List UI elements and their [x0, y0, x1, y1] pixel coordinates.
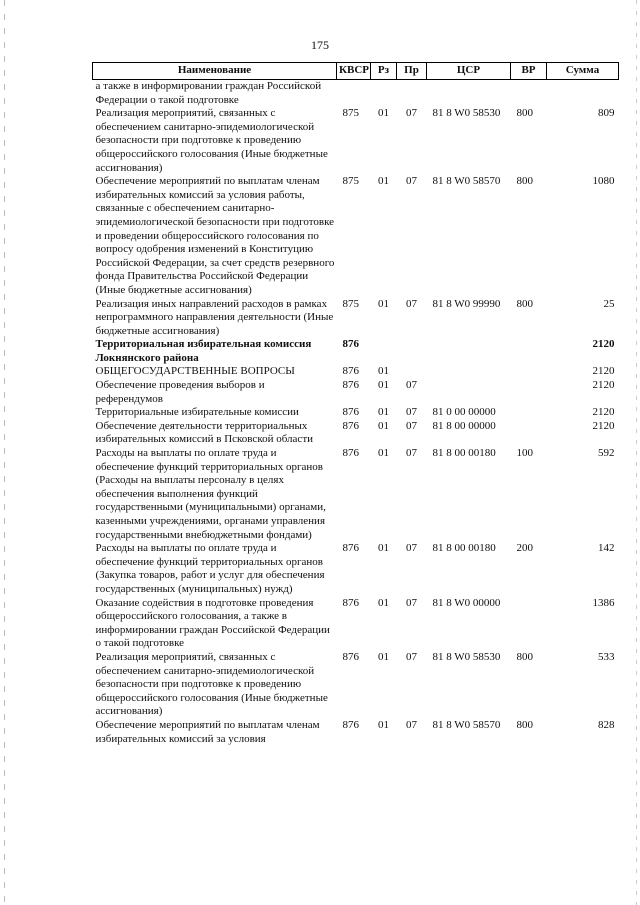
cell-vr: 800 — [516, 718, 533, 731]
cell-kvsr: 875 — [342, 297, 359, 310]
cell-pr: 07 — [406, 406, 417, 419]
cell-sum: 1080 — [592, 175, 615, 188]
budget-table — [92, 62, 619, 746]
column-header-vr: ВР — [511, 63, 547, 80]
table-row — [93, 175, 619, 297]
cell-name: Реализация мероприятий, связанных с обеспечением санитарно-эпидемиологической безопасности при подготовке к проведению общероссийского голосования (Иные бюджетные ассигнования) — [95, 107, 328, 174]
cell-rz: 01 — [378, 406, 389, 419]
cell-rz: 01 — [378, 447, 389, 460]
cell-name: Реализация иных направлений расходов в рамках непрограммного направления деятельности (Иные бюджетные ассигнования) — [95, 297, 334, 337]
cell-name: а также в информировании граждан Российской Федерации о такой подготовке — [95, 80, 322, 106]
cell-rz: 01 — [378, 107, 389, 120]
cell-pr — [397, 365, 427, 379]
cell-csr: 81 8 00 00180 — [432, 447, 496, 460]
table-row — [93, 447, 619, 542]
cell-kvsr: 876 — [342, 379, 359, 392]
column-header-rz: Рз — [371, 63, 397, 80]
cell-csr: 81 8 00 00180 — [432, 542, 496, 555]
page-number: 175 — [311, 38, 329, 52]
table-row — [93, 542, 619, 596]
cell-sum: 2120 — [592, 419, 615, 432]
cell-kvsr: 875 — [342, 107, 359, 120]
table-row — [93, 420, 619, 447]
cell-vr: 800 — [516, 107, 533, 120]
cell-csr: 81 8 W0 58530 — [432, 650, 501, 663]
table-header-row — [93, 63, 619, 80]
table-row — [93, 379, 619, 406]
table-row — [93, 365, 619, 379]
cell-rz — [371, 338, 397, 365]
table-row — [93, 597, 619, 651]
cell-pr: 07 — [406, 596, 417, 609]
cell-pr: 07 — [406, 107, 417, 120]
cell-vr — [511, 338, 547, 365]
cell-rz — [371, 80, 397, 108]
cell-pr — [397, 338, 427, 365]
cell-sum: 592 — [598, 447, 615, 460]
cell-vr — [511, 406, 547, 420]
cell-name: Расходы на выплаты по оплате труда и обеспечение функций территориальных органов (Расходы на выплаты персоналу в целях обеспечения выполнения функций государственными (муниципальными) органами, казенными учреждениями, органами управления государственными внебюджетными фондами) — [95, 447, 326, 541]
column-header-csr: ЦСР — [427, 63, 511, 80]
cell-kvsr: 876 — [342, 718, 359, 731]
cell-kvsr — [337, 80, 371, 108]
cell-pr: 07 — [406, 175, 417, 188]
cell-vr: 800 — [516, 650, 533, 663]
cell-sum: 142 — [598, 542, 615, 555]
cell-sum: 2120 — [592, 338, 615, 351]
cell-vr — [511, 420, 547, 447]
cell-kvsr: 876 — [342, 365, 359, 378]
cell-sum: 2120 — [592, 379, 615, 392]
scan-edge-left — [4, 0, 5, 905]
cell-kvsr: 876 — [342, 338, 359, 351]
cell-name: Территориальная избирательная комиссия Локнянского района — [95, 338, 312, 364]
cell-kvsr: 876 — [342, 596, 359, 609]
cell-vr: 200 — [516, 542, 533, 555]
table-row — [93, 107, 619, 175]
cell-vr — [511, 597, 547, 651]
cell-vr: 800 — [516, 175, 533, 188]
cell-pr: 07 — [406, 650, 417, 663]
cell-rz: 01 — [378, 419, 389, 432]
cell-name: Оказание содействия в подготовке проведения общероссийского голосования, а также в информировании граждан Российской Федерации о такой подготовке — [95, 596, 330, 650]
cell-sum: 2120 — [592, 365, 615, 378]
cell-rz: 01 — [378, 379, 389, 392]
cell-rz: 01 — [378, 175, 389, 188]
cell-csr: 81 8 W0 00000 — [432, 596, 501, 609]
cell-pr — [397, 80, 427, 108]
cell-vr: 800 — [516, 297, 533, 310]
cell-csr: 81 0 00 00000 — [432, 406, 496, 419]
column-header-pr: Пр — [397, 63, 427, 80]
cell-rz: 01 — [378, 650, 389, 663]
cell-rz: 01 — [378, 718, 389, 731]
cell-name: Расходы на выплаты по оплате труда и обеспечение функций территориальных органов (Закупка товаров, работ и услуг для обеспечения государственных (муниципальных) нужд) — [95, 542, 325, 595]
cell-sum — [547, 80, 619, 108]
table-row — [93, 80, 619, 108]
cell-pr: 07 — [406, 419, 417, 432]
cell-pr: 07 — [406, 718, 417, 731]
table-body — [93, 80, 619, 747]
cell-sum: 533 — [598, 650, 615, 663]
cell-sum: 828 — [598, 718, 615, 731]
table-row — [93, 298, 619, 339]
cell-csr — [427, 338, 511, 365]
cell-rz: 01 — [378, 297, 389, 310]
cell-name: Обеспечение проведения выборов и референдумов — [95, 379, 265, 405]
table-row — [93, 406, 619, 420]
cell-name: Территориальные избирательные комиссии — [95, 406, 299, 419]
cell-pr: 07 — [406, 447, 417, 460]
cell-rz: 01 — [378, 365, 389, 378]
cell-csr: 81 8 W0 99990 — [432, 297, 501, 310]
cell-rz: 01 — [378, 542, 389, 555]
cell-sum: 2120 — [592, 406, 615, 419]
cell-vr — [511, 379, 547, 406]
cell-name: Обеспечение деятельности территориальных избирательных комиссий в Псковской области — [95, 419, 314, 446]
cell-name: Обеспечение мероприятий по выплатам членам избирательных комиссий за условия — [95, 718, 320, 745]
cell-csr: 81 8 W0 58570 — [432, 175, 501, 188]
cell-sum: 25 — [603, 297, 615, 310]
cell-csr — [427, 365, 511, 379]
table-row — [93, 338, 619, 365]
column-header-sum: Сумма — [547, 63, 619, 80]
cell-csr — [427, 80, 511, 108]
cell-name: ОБЩЕГОСУДАРСТВЕННЫЕ ВОПРОСЫ — [95, 365, 295, 378]
cell-vr — [511, 365, 547, 379]
column-header-name: Наименование — [93, 63, 337, 80]
cell-pr: 07 — [406, 379, 417, 392]
table-row — [93, 719, 619, 746]
cell-sum: 1386 — [592, 596, 615, 609]
cell-kvsr: 876 — [342, 542, 359, 555]
cell-vr — [511, 80, 547, 108]
cell-kvsr: 875 — [342, 175, 359, 188]
cell-name: Обеспечение мероприятий по выплатам членам избирательных комиссий за условия работы, связанные с обеспечением санитарно-эпидемиологической безопасности при подготовке и проведении общероссийского голосования по вопросу одобрения изменений в Конституцию Российской Федерации, за счет средств резервного фонда Правительства Российской Федерации (Иные бюджетные ассигнования) — [95, 175, 335, 296]
cell-rz: 01 — [378, 596, 389, 609]
cell-pr: 07 — [406, 542, 417, 555]
cell-csr: 81 8 00 00000 — [432, 419, 496, 432]
cell-pr: 07 — [406, 297, 417, 310]
scan-edge-right — [636, 0, 637, 905]
cell-kvsr: 876 — [342, 406, 359, 419]
cell-name: Реализация мероприятий, связанных с обеспечением санитарно-эпидемиологической безопасности при подготовке к проведению общероссийского голосования (Иные бюджетные ассигнования) — [95, 650, 328, 718]
cell-csr — [427, 379, 511, 406]
table-row — [93, 651, 619, 719]
column-header-kvsr: КВСР — [337, 63, 371, 80]
cell-vr: 100 — [516, 447, 533, 460]
cell-kvsr: 876 — [342, 447, 359, 460]
cell-kvsr: 876 — [342, 419, 359, 432]
cell-kvsr: 876 — [342, 650, 359, 663]
cell-csr: 81 8 W0 58570 — [432, 718, 501, 731]
cell-csr: 81 8 W0 58530 — [432, 107, 501, 120]
cell-sum: 809 — [598, 107, 615, 120]
